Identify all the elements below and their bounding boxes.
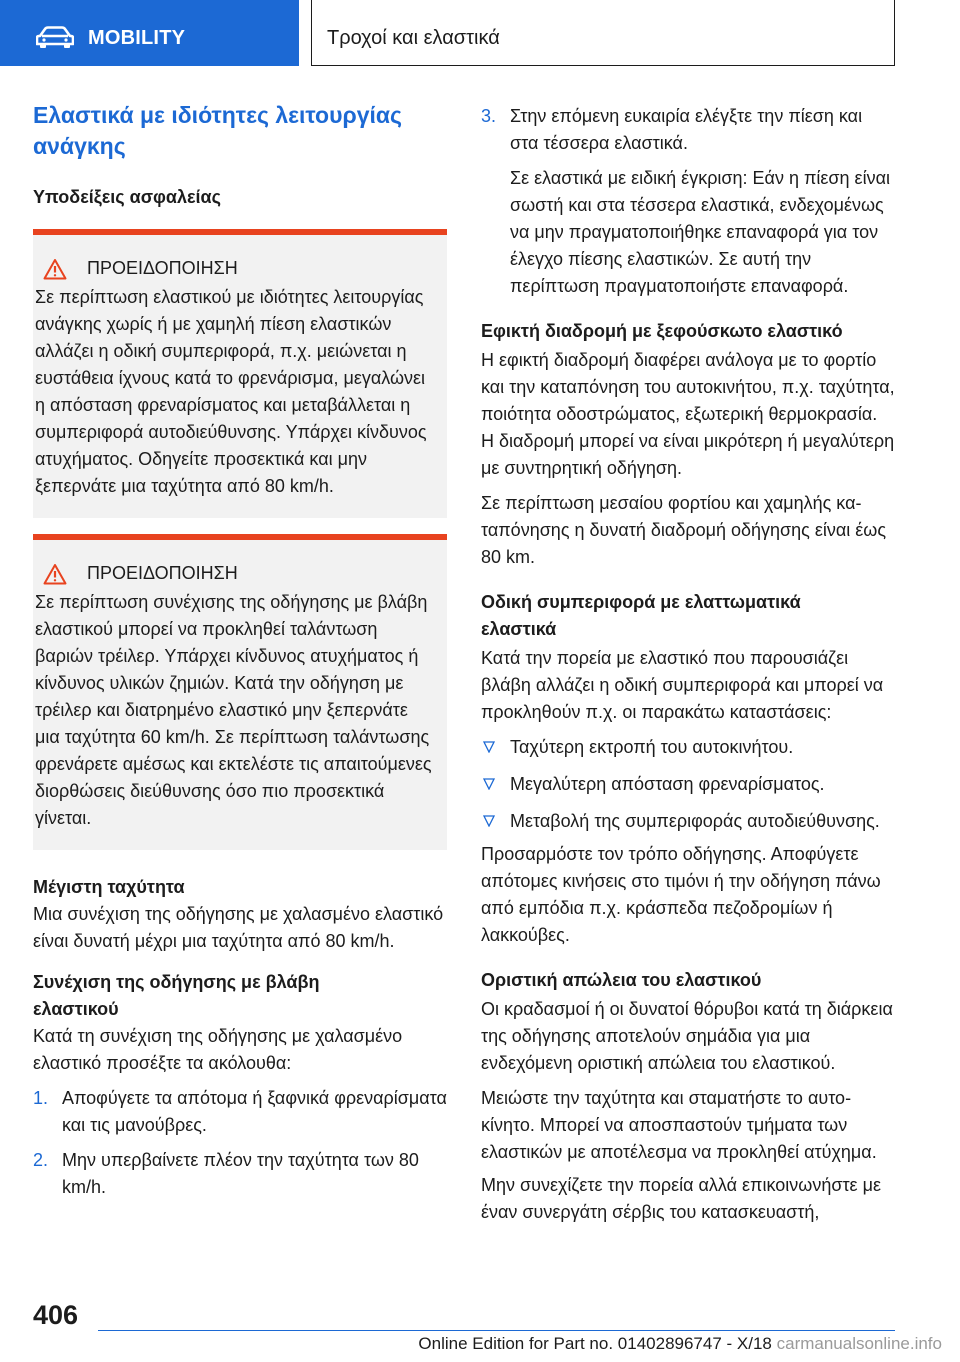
step-text: Μην υπερβαίνετε πλέον την ταχύτητα των 80 km/h. — [62, 1150, 419, 1197]
edition-text: Online Edition for Part no. 01402896747 - X/18 — [418, 1334, 772, 1353]
right-column — [481, 103, 895, 1226]
behavior-advice: Προσαρμόστε τον τρόπο οδήγησης. Αποφύγετε απότομες κινήσεις στο τιμόνι ή την οδήγηση πάνω από εμπόδια π.χ. κράσπεδα πεζοδρομίων ή λακκούβες. — [481, 844, 881, 945]
header-divider-right — [894, 0, 895, 66]
max-speed-text: Μια συνέχιση της οδήγησης με χαλασμένο ελαστικό είναι δυνατή μέχρι μια ταχύτητα από 80 km/h. — [33, 904, 444, 951]
safety-heading: Υποδείξεις ασφαλείας — [33, 187, 221, 207]
range-text-2: Σε περίπτωση μεσαίου φορτίου και χαμηλής καταπόνησης η δυνατή διαδρομή οδήγησης είναι έως 80 km. — [481, 493, 887, 567]
list-item — [481, 808, 895, 835]
watermark: carmanualsonline.info — [776, 1334, 942, 1353]
warning-box-2 — [33, 534, 447, 850]
page-number: 406 — [33, 1300, 79, 1330]
warning-label: ΠΡΟΕΙΔΟΠΟΙΗΣΗ — [87, 258, 238, 278]
list-item — [33, 1147, 447, 1201]
step-number: 1. — [33, 1088, 49, 1108]
chapter-tab-label: MOBILITY — [88, 27, 186, 49]
footer-edition — [418, 1334, 942, 1354]
behavior-text: Κατά την πορεία με ελαστικό που παρουσιάζει βλάβη αλλάζει η οδική συμπεριφορά και μπορεί να προκληθούν π.χ. οι παρακάτω καταστάσεις: — [481, 648, 884, 722]
bullet-triangle-icon — [483, 741, 495, 753]
effects-list — [481, 734, 895, 835]
step-number: 2. — [33, 1150, 49, 1170]
range-text: Η εφικτή διαδρομή διαφέρει ανάλογα με το φορτίο και την καταπόνηση του αυτοκινήτου, π.χ. ταχύτητα, ποιότητα οδοστρώματος, εξωτερική θερμοκρασία. Η διαδρομή μπορεί να είναι μικρότερη ή μεγαλύτερη με συντηρητική οδήγηση. — [481, 350, 895, 478]
chapter-tab[interactable] — [0, 0, 299, 66]
max-speed-heading: Μέγιστη ταχύτητα — [33, 877, 185, 897]
step-note: Σε ελαστικά με ειδική έγκριση: Εάν η πίεση είναι σωστή και στα τέσσερα ελαστικά, ενδεχομένως να μην πραγματοποιήθηκε επαναφορά για τον έλεγχο πίεσης ελαστικών. Σε αυτή την περίπτωση πραγματοποιήστε επαναφορά. — [510, 168, 890, 296]
tire-loss-text-2: Μειώστε την ταχύτητα και σταματήστε το αυτοκίνητο. Μπορεί να αποσπαστούν τμήματα των ελαστικών με αποτέλεσμα να προκληθεί ατύχημα. — [481, 1088, 877, 1162]
bullet-text: Μεταβολή της συμπεριφοράς αυτοδιεύθυνσης. — [510, 811, 880, 831]
tire-loss-heading: Οριστική απώλεια του ελαστικού — [481, 970, 762, 990]
car-icon — [36, 26, 74, 48]
header-divider — [311, 0, 312, 66]
bullet-text: Ταχύτερη εκτροπή του αυτοκινήτου. — [510, 737, 794, 757]
warning-text: Σε περίπτωση ελαστικού με ιδιότητες λειτουργίας ανάγκης χωρίς ή με χαμηλή πίεση ελαστικών αλλάζει η οδική συμπεριφορά, π.χ. μειώνεται η ευστάθεια ίχνους κατά το φρενάρισμα, μεγαλώνει η απόσταση φρεναρίσματος και μεταβάλλεται η συμπεριφορά αυτοδιεύθυνσης. Υπάρχει κίνδυνος ατυχήματος. Οδηγείτε προσεκτικά και μην ξεπερνάτε μια ταχύτητα από 80 km/h. — [35, 287, 427, 496]
list-item — [33, 1085, 447, 1139]
list-item — [481, 103, 895, 157]
warning-header — [35, 255, 435, 282]
step-text: Στην επόμενη ευκαιρία ελέγξτε την πίεση και στα τέσσερα ελαστικά. — [510, 106, 863, 153]
left-column — [33, 100, 447, 1201]
section-title: Ελαστικά με ιδιότητες λειτουργίας ανάγκης — [33, 102, 402, 159]
list-item — [481, 771, 895, 798]
behavior-heading: Οδική συμπεριφορά με ελαττωματικά ελαστικά — [481, 592, 801, 639]
list-item — [481, 734, 895, 761]
warning-label: ΠΡΟΕΙΔΟΠΟΙΗΣΗ — [87, 563, 238, 583]
continue-driving-text: Κατά τη συνέχιση της οδήγησης με χαλασμένο ελαστικό προσέξτε τα ακόλουθα: — [33, 1026, 403, 1073]
page-header-title: Τροχοί και ελαστικά — [327, 27, 500, 49]
steps-list-continued — [481, 103, 895, 157]
steps-list — [33, 1085, 447, 1201]
bullet-text: Μεγαλύτερη απόσταση φρεναρίσματος. — [510, 774, 825, 794]
footer-line — [98, 1330, 895, 1331]
warning-box-1 — [33, 229, 447, 518]
warning-text: Σε περίπτωση συνέχισης της οδήγησης με βλάβη ελαστικού μπορεί να προκληθεί ταλάντωση βαριών τρέιλερ. Υπάρχει κίνδυνος ατυχήματος ή κίνδυνος υλικών ζημιών. Κατά την οδήγηση με τρέιλερ και διατρημένο ελαστικό μην ξεπερνάτε μια ταχύτητα 60 km/h. Σε περίπτωση ταλάντωσης φρενάρετε αμέσως και εκτελέστε τις απαιτούμενες διορθώσεις διεύθυνσης όσο πιο προσεκτικά γίνεται. — [35, 592, 432, 828]
bullet-triangle-icon — [483, 815, 495, 827]
tire-loss-text-3: Μην συνεχίζετε την πορεία αλλά επικοινωνήστε με έναν συνεργάτη σέρβις του κατασκευαστή, — [481, 1175, 881, 1222]
warning-triangle-icon — [43, 563, 67, 585]
warning-triangle-icon — [43, 258, 67, 280]
bullet-triangle-icon — [483, 778, 495, 790]
tire-loss-text: Οι κραδασμοί ή οι δυνατοί θόρυβοι κατά τη διάρκεια της οδήγησης αποτελούν σημάδια για μια ενδεχόμενη οριστική απώλεια του ελαστικού. — [481, 999, 893, 1073]
step-text: Αποφύγετε τα απότομα ή ξαφνικά φρεναρίσματα και τις μανούβρες. — [62, 1088, 447, 1135]
range-heading: Εφικτή διαδρομή με ξεφούσκωτο ελαστικό — [481, 321, 843, 341]
warning-header — [35, 560, 435, 587]
header-underline — [311, 65, 895, 66]
step-number: 3. — [481, 106, 497, 126]
continue-driving-heading: Συνέχιση της οδήγησης με βλάβη ελαστικού — [33, 972, 320, 1019]
